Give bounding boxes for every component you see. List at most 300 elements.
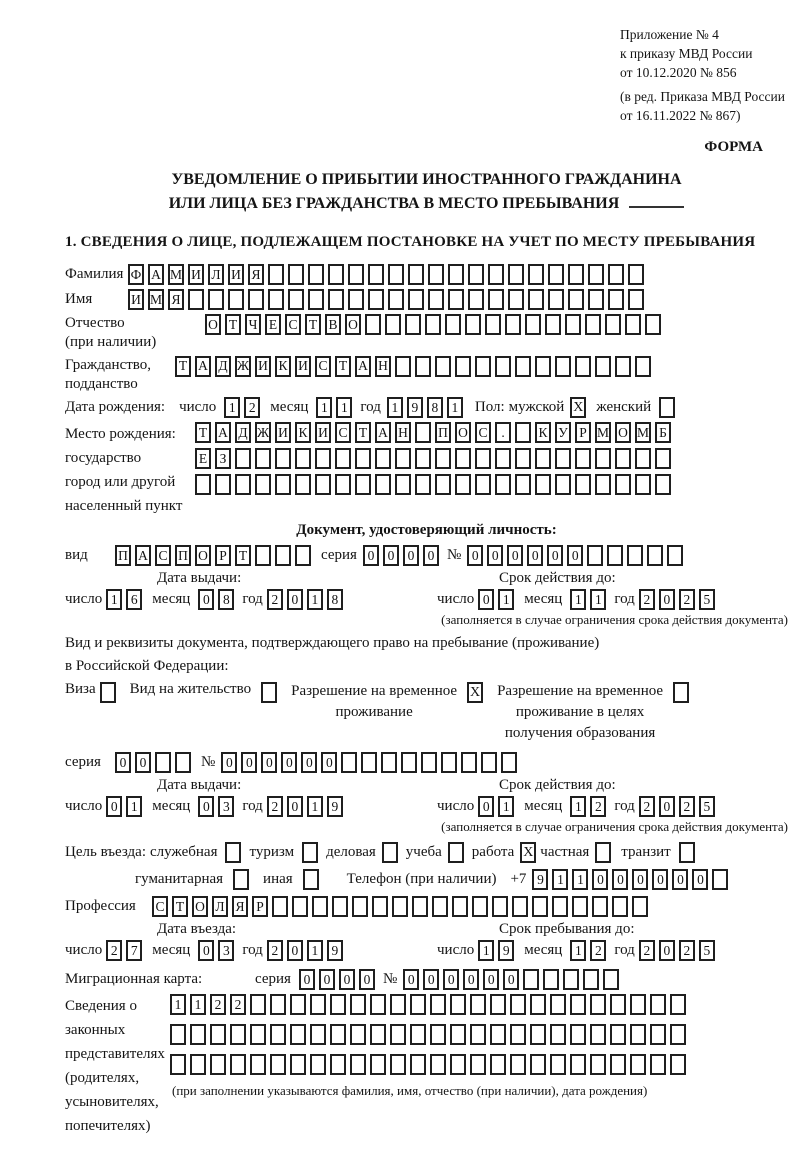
form-cell[interactable]: 1 <box>572 869 588 890</box>
form-cell[interactable] <box>370 1024 386 1045</box>
form-cell[interactable] <box>615 448 631 469</box>
form-cell[interactable] <box>475 474 491 495</box>
form-cell[interactable]: С <box>475 422 491 443</box>
form-cell[interactable]: Н <box>395 422 411 443</box>
form-cell[interactable] <box>288 289 304 310</box>
form-cell[interactable]: 1 <box>590 589 606 610</box>
form-cell[interactable]: А <box>215 422 231 443</box>
form-cell[interactable] <box>328 264 344 285</box>
form-cell[interactable] <box>388 264 404 285</box>
form-cell[interactable] <box>490 1024 506 1045</box>
form-cell[interactable] <box>590 1024 606 1045</box>
form-cell[interactable] <box>410 1054 426 1075</box>
form-cell[interactable]: 0 <box>198 589 214 610</box>
form-cell[interactable]: 0 <box>287 940 303 961</box>
form-cell[interactable] <box>435 448 451 469</box>
form-cell[interactable]: Ч <box>245 314 261 335</box>
form-cell[interactable]: С <box>315 356 331 377</box>
form-cell[interactable] <box>472 896 488 917</box>
form-cell[interactable] <box>530 994 546 1015</box>
form-cell[interactable]: М <box>635 422 651 443</box>
form-cell[interactable] <box>392 896 408 917</box>
form-cell[interactable] <box>490 1054 506 1075</box>
form-cell[interactable] <box>275 448 291 469</box>
form-cell[interactable]: Ж <box>255 422 271 443</box>
form-cell[interactable]: 2 <box>590 796 606 817</box>
form-cell[interactable] <box>312 896 328 917</box>
form-cell[interactable] <box>435 356 451 377</box>
form-cell[interactable] <box>401 752 417 773</box>
form-cell[interactable]: О <box>455 422 471 443</box>
form-cell[interactable] <box>428 264 444 285</box>
form-cell[interactable] <box>590 994 606 1015</box>
form-cell[interactable] <box>655 448 671 469</box>
form-cell[interactable]: Т <box>355 422 371 443</box>
form-cell[interactable] <box>308 264 324 285</box>
form-cell[interactable]: 1 <box>126 796 142 817</box>
form-cell[interactable]: 0 <box>198 940 214 961</box>
form-cell[interactable]: М <box>595 422 611 443</box>
form-cell[interactable] <box>352 896 368 917</box>
form-cell[interactable]: 1 <box>190 994 206 1015</box>
form-cell[interactable] <box>595 474 611 495</box>
form-cell[interactable]: К <box>275 356 291 377</box>
form-cell[interactable]: О <box>205 314 221 335</box>
form-cell[interactable] <box>628 264 644 285</box>
form-cell[interactable] <box>650 994 666 1015</box>
form-cell[interactable] <box>575 474 591 495</box>
form-cell[interactable] <box>450 1024 466 1045</box>
form-cell[interactable] <box>455 474 471 495</box>
form-cell[interactable] <box>590 1054 606 1075</box>
form-cell[interactable] <box>361 752 377 773</box>
form-cell[interactable]: 2 <box>679 940 695 961</box>
form-cell[interactable] <box>448 264 464 285</box>
form-cell[interactable] <box>495 448 511 469</box>
form-cell[interactable] <box>515 356 531 377</box>
purpose-work-checkbox[interactable]: X <box>520 842 536 863</box>
form-cell[interactable]: У <box>555 422 571 443</box>
form-cell[interactable] <box>655 474 671 495</box>
form-cell[interactable] <box>552 896 568 917</box>
form-cell[interactable]: 0 <box>567 545 583 566</box>
form-cell[interactable] <box>485 314 501 335</box>
form-cell[interactable] <box>481 752 497 773</box>
form-cell[interactable]: 9 <box>407 397 423 418</box>
form-cell[interactable] <box>610 994 626 1015</box>
form-cell[interactable] <box>575 356 591 377</box>
form-cell[interactable] <box>230 1024 246 1045</box>
form-cell[interactable] <box>712 869 728 890</box>
form-cell[interactable]: 1 <box>307 796 323 817</box>
form-cell[interactable]: 0 <box>487 545 503 566</box>
form-cell[interactable]: 2 <box>106 940 122 961</box>
form-cell[interactable] <box>572 896 588 917</box>
form-cell[interactable]: 5 <box>699 796 715 817</box>
form-cell[interactable]: 0 <box>443 969 459 990</box>
form-cell[interactable]: 0 <box>363 545 379 566</box>
form-cell[interactable]: И <box>188 264 204 285</box>
form-cell[interactable] <box>595 448 611 469</box>
form-cell[interactable] <box>290 1024 306 1045</box>
form-cell[interactable]: Т <box>172 896 188 917</box>
form-cell[interactable] <box>490 994 506 1015</box>
form-cell[interactable]: Е <box>195 448 211 469</box>
form-cell[interactable] <box>410 1024 426 1045</box>
form-cell[interactable] <box>565 314 581 335</box>
form-cell[interactable]: 8 <box>218 589 234 610</box>
form-cell[interactable] <box>448 289 464 310</box>
form-cell[interactable]: 0 <box>106 796 122 817</box>
purpose-other-checkbox[interactable] <box>303 869 319 890</box>
form-cell[interactable] <box>335 474 351 495</box>
form-cell[interactable] <box>588 289 604 310</box>
form-cell[interactable] <box>270 1054 286 1075</box>
form-cell[interactable]: И <box>228 264 244 285</box>
form-cell[interactable] <box>530 1054 546 1075</box>
form-cell[interactable] <box>430 1024 446 1045</box>
form-cell[interactable] <box>510 1024 526 1045</box>
form-cell[interactable] <box>555 474 571 495</box>
form-cell[interactable] <box>465 314 481 335</box>
form-cell[interactable]: 1 <box>570 796 586 817</box>
form-cell[interactable] <box>210 1054 226 1075</box>
form-cell[interactable]: 0 <box>115 752 131 773</box>
form-cell[interactable] <box>515 422 531 443</box>
form-cell[interactable] <box>421 752 437 773</box>
form-cell[interactable] <box>455 356 471 377</box>
form-cell[interactable] <box>428 289 444 310</box>
form-cell[interactable]: 0 <box>467 545 483 566</box>
form-cell[interactable] <box>310 1024 326 1045</box>
form-cell[interactable] <box>543 969 559 990</box>
form-cell[interactable] <box>670 1024 686 1045</box>
form-cell[interactable] <box>275 545 291 566</box>
form-cell[interactable] <box>450 994 466 1015</box>
purpose-business-checkbox[interactable] <box>382 842 398 863</box>
form-cell[interactable]: И <box>275 422 291 443</box>
form-cell[interactable] <box>250 1054 266 1075</box>
form-cell[interactable]: П <box>115 545 131 566</box>
form-cell[interactable]: 0 <box>507 545 523 566</box>
form-cell[interactable]: 2 <box>230 994 246 1015</box>
form-cell[interactable]: Е <box>265 314 281 335</box>
form-cell[interactable] <box>250 1024 266 1045</box>
visa-checkbox[interactable] <box>100 682 116 703</box>
form-cell[interactable]: А <box>375 422 391 443</box>
form-cell[interactable] <box>275 474 291 495</box>
form-cell[interactable] <box>235 474 251 495</box>
form-cell[interactable]: Р <box>215 545 231 566</box>
form-cell[interactable] <box>388 289 404 310</box>
form-cell[interactable] <box>255 545 271 566</box>
form-cell[interactable]: 5 <box>699 589 715 610</box>
form-cell[interactable]: О <box>345 314 361 335</box>
form-cell[interactable] <box>390 1024 406 1045</box>
form-cell[interactable] <box>365 314 381 335</box>
form-cell[interactable] <box>568 264 584 285</box>
form-cell[interactable] <box>630 994 646 1015</box>
form-cell[interactable]: 1 <box>447 397 463 418</box>
form-cell[interactable] <box>208 289 224 310</box>
male-checkbox[interactable]: X <box>570 397 586 418</box>
form-cell[interactable]: 0 <box>652 869 668 890</box>
form-cell[interactable] <box>452 896 468 917</box>
form-cell[interactable]: Л <box>212 896 228 917</box>
form-cell[interactable] <box>308 289 324 310</box>
form-cell[interactable]: 0 <box>503 969 519 990</box>
form-cell[interactable] <box>268 289 284 310</box>
form-cell[interactable] <box>585 314 601 335</box>
form-cell[interactable]: М <box>168 264 184 285</box>
form-cell[interactable] <box>595 356 611 377</box>
form-cell[interactable]: С <box>152 896 168 917</box>
form-cell[interactable]: А <box>195 356 211 377</box>
form-cell[interactable] <box>512 896 528 917</box>
form-cell[interactable]: 0 <box>299 969 315 990</box>
form-cell[interactable]: 0 <box>592 869 608 890</box>
form-cell[interactable]: 0 <box>659 589 675 610</box>
form-cell[interactable] <box>625 314 641 335</box>
form-cell[interactable]: 1 <box>387 397 403 418</box>
form-cell[interactable] <box>535 448 551 469</box>
form-cell[interactable] <box>510 1054 526 1075</box>
form-cell[interactable] <box>250 994 266 1015</box>
form-cell[interactable]: 2 <box>679 589 695 610</box>
form-cell[interactable]: 2 <box>267 589 283 610</box>
form-cell[interactable]: Т <box>235 545 251 566</box>
form-cell[interactable] <box>355 474 371 495</box>
form-cell[interactable] <box>290 1054 306 1075</box>
form-cell[interactable] <box>530 1024 546 1045</box>
form-cell[interactable]: 3 <box>218 940 234 961</box>
form-cell[interactable]: Р <box>575 422 591 443</box>
form-cell[interactable] <box>350 1054 366 1075</box>
form-cell[interactable] <box>563 969 579 990</box>
form-cell[interactable]: Д <box>215 356 231 377</box>
form-cell[interactable]: 0 <box>547 545 563 566</box>
form-cell[interactable] <box>255 448 271 469</box>
form-cell[interactable] <box>381 752 397 773</box>
form-cell[interactable]: 9 <box>327 940 343 961</box>
form-cell[interactable] <box>210 1024 226 1045</box>
form-cell[interactable] <box>415 474 431 495</box>
form-cell[interactable] <box>412 896 428 917</box>
form-cell[interactable]: 1 <box>570 589 586 610</box>
form-cell[interactable] <box>330 994 346 1015</box>
form-cell[interactable]: 0 <box>692 869 708 890</box>
form-cell[interactable]: 0 <box>319 969 335 990</box>
form-cell[interactable] <box>548 264 564 285</box>
form-cell[interactable]: Л <box>208 264 224 285</box>
form-cell[interactable]: И <box>295 356 311 377</box>
form-cell[interactable]: А <box>148 264 164 285</box>
form-cell[interactable]: 0 <box>478 589 494 610</box>
form-cell[interactable] <box>350 994 366 1015</box>
form-cell[interactable] <box>532 896 548 917</box>
form-cell[interactable] <box>270 994 286 1015</box>
form-cell[interactable]: 2 <box>639 589 655 610</box>
form-cell[interactable]: 0 <box>463 969 479 990</box>
form-cell[interactable] <box>370 1054 386 1075</box>
form-cell[interactable] <box>592 896 608 917</box>
form-cell[interactable] <box>445 314 461 335</box>
form-cell[interactable] <box>390 994 406 1015</box>
form-cell[interactable] <box>175 752 191 773</box>
form-cell[interactable] <box>255 474 271 495</box>
form-cell[interactable] <box>615 474 631 495</box>
form-cell[interactable]: А <box>135 545 151 566</box>
form-cell[interactable] <box>310 1054 326 1075</box>
temp-residence-checkbox[interactable]: X <box>467 682 483 703</box>
form-cell[interactable] <box>415 356 431 377</box>
form-cell[interactable]: 0 <box>321 752 337 773</box>
form-cell[interactable] <box>488 264 504 285</box>
form-cell[interactable]: О <box>192 896 208 917</box>
form-cell[interactable]: К <box>295 422 311 443</box>
form-cell[interactable] <box>450 1054 466 1075</box>
form-cell[interactable] <box>292 896 308 917</box>
form-cell[interactable] <box>170 1054 186 1075</box>
form-cell[interactable] <box>647 545 663 566</box>
form-cell[interactable]: Т <box>195 422 211 443</box>
form-cell[interactable]: 1 <box>498 589 514 610</box>
form-cell[interactable] <box>228 289 244 310</box>
purpose-private-checkbox[interactable] <box>595 842 611 863</box>
form-cell[interactable]: О <box>195 545 211 566</box>
form-cell[interactable] <box>670 994 686 1015</box>
form-cell[interactable]: 0 <box>359 969 375 990</box>
form-cell[interactable] <box>330 1054 346 1075</box>
form-cell[interactable] <box>375 448 391 469</box>
form-cell[interactable] <box>610 1024 626 1045</box>
form-cell[interactable] <box>415 448 431 469</box>
form-cell[interactable]: О <box>615 422 631 443</box>
form-cell[interactable] <box>295 545 311 566</box>
purpose-tourism-checkbox[interactable] <box>302 842 318 863</box>
form-cell[interactable]: П <box>175 545 191 566</box>
form-cell[interactable]: А <box>355 356 371 377</box>
form-cell[interactable] <box>650 1024 666 1045</box>
form-cell[interactable] <box>628 289 644 310</box>
form-cell[interactable] <box>548 289 564 310</box>
form-cell[interactable] <box>555 448 571 469</box>
form-cell[interactable]: Т <box>175 356 191 377</box>
form-cell[interactable]: Р <box>252 896 268 917</box>
form-cell[interactable] <box>550 1054 566 1075</box>
female-checkbox[interactable] <box>659 397 675 418</box>
form-cell[interactable]: 0 <box>659 796 675 817</box>
form-cell[interactable] <box>607 545 623 566</box>
form-cell[interactable] <box>188 289 204 310</box>
form-cell[interactable]: 1 <box>106 589 122 610</box>
form-cell[interactable] <box>155 752 171 773</box>
form-cell[interactable] <box>315 448 331 469</box>
form-cell[interactable] <box>248 289 264 310</box>
form-cell[interactable]: 2 <box>639 940 655 961</box>
form-cell[interactable]: 0 <box>301 752 317 773</box>
form-cell[interactable] <box>505 314 521 335</box>
form-cell[interactable]: 1 <box>498 796 514 817</box>
form-cell[interactable] <box>508 264 524 285</box>
form-cell[interactable] <box>441 752 457 773</box>
form-cell[interactable] <box>575 448 591 469</box>
form-cell[interactable] <box>635 474 651 495</box>
form-cell[interactable]: П <box>435 422 451 443</box>
form-cell[interactable]: Ф <box>128 264 144 285</box>
form-cell[interactable] <box>332 896 348 917</box>
form-cell[interactable] <box>495 474 511 495</box>
form-cell[interactable]: С <box>285 314 301 335</box>
form-cell[interactable]: К <box>535 422 551 443</box>
form-cell[interactable] <box>587 545 603 566</box>
form-cell[interactable]: 0 <box>339 969 355 990</box>
form-cell[interactable]: 0 <box>672 869 688 890</box>
form-cell[interactable] <box>405 314 421 335</box>
form-cell[interactable]: С <box>335 422 351 443</box>
form-cell[interactable]: 0 <box>241 752 257 773</box>
form-cell[interactable] <box>432 896 448 917</box>
form-cell[interactable] <box>390 1054 406 1075</box>
form-cell[interactable]: М <box>148 289 164 310</box>
form-cell[interactable] <box>630 1054 646 1075</box>
form-cell[interactable] <box>515 474 531 495</box>
form-cell[interactable]: 2 <box>590 940 606 961</box>
form-cell[interactable] <box>510 994 526 1015</box>
form-cell[interactable] <box>608 264 624 285</box>
form-cell[interactable]: 9 <box>327 796 343 817</box>
form-cell[interactable]: 2 <box>267 796 283 817</box>
form-cell[interactable] <box>330 1024 346 1045</box>
form-cell[interactable]: 0 <box>261 752 277 773</box>
form-cell[interactable] <box>415 422 431 443</box>
form-cell[interactable] <box>605 314 621 335</box>
form-cell[interactable] <box>425 314 441 335</box>
form-cell[interactable] <box>375 474 391 495</box>
form-cell[interactable] <box>570 1024 586 1045</box>
form-cell[interactable] <box>630 1024 646 1045</box>
form-cell[interactable]: 1 <box>224 397 240 418</box>
form-cell[interactable]: 2 <box>244 397 260 418</box>
form-cell[interactable] <box>610 1054 626 1075</box>
form-cell[interactable] <box>348 289 364 310</box>
form-cell[interactable]: 1 <box>316 397 332 418</box>
form-cell[interactable] <box>410 994 426 1015</box>
form-cell[interactable] <box>430 1054 446 1075</box>
form-cell[interactable]: 6 <box>126 589 142 610</box>
form-cell[interactable]: 0 <box>478 796 494 817</box>
form-cell[interactable] <box>435 474 451 495</box>
form-cell[interactable] <box>545 314 561 335</box>
purpose-transit-checkbox[interactable] <box>679 842 695 863</box>
form-cell[interactable] <box>430 994 446 1015</box>
form-cell[interactable] <box>370 994 386 1015</box>
form-cell[interactable]: 0 <box>659 940 675 961</box>
form-cell[interactable]: 2 <box>210 994 226 1015</box>
form-cell[interactable] <box>667 545 683 566</box>
form-cell[interactable] <box>475 448 491 469</box>
form-cell[interactable] <box>408 289 424 310</box>
form-cell[interactable] <box>355 448 371 469</box>
form-cell[interactable] <box>627 545 643 566</box>
form-cell[interactable] <box>372 896 388 917</box>
form-cell[interactable] <box>328 289 344 310</box>
form-cell[interactable] <box>492 896 508 917</box>
purpose-study-checkbox[interactable] <box>448 842 464 863</box>
form-cell[interactable] <box>645 314 661 335</box>
form-cell[interactable] <box>570 994 586 1015</box>
form-cell[interactable] <box>588 264 604 285</box>
